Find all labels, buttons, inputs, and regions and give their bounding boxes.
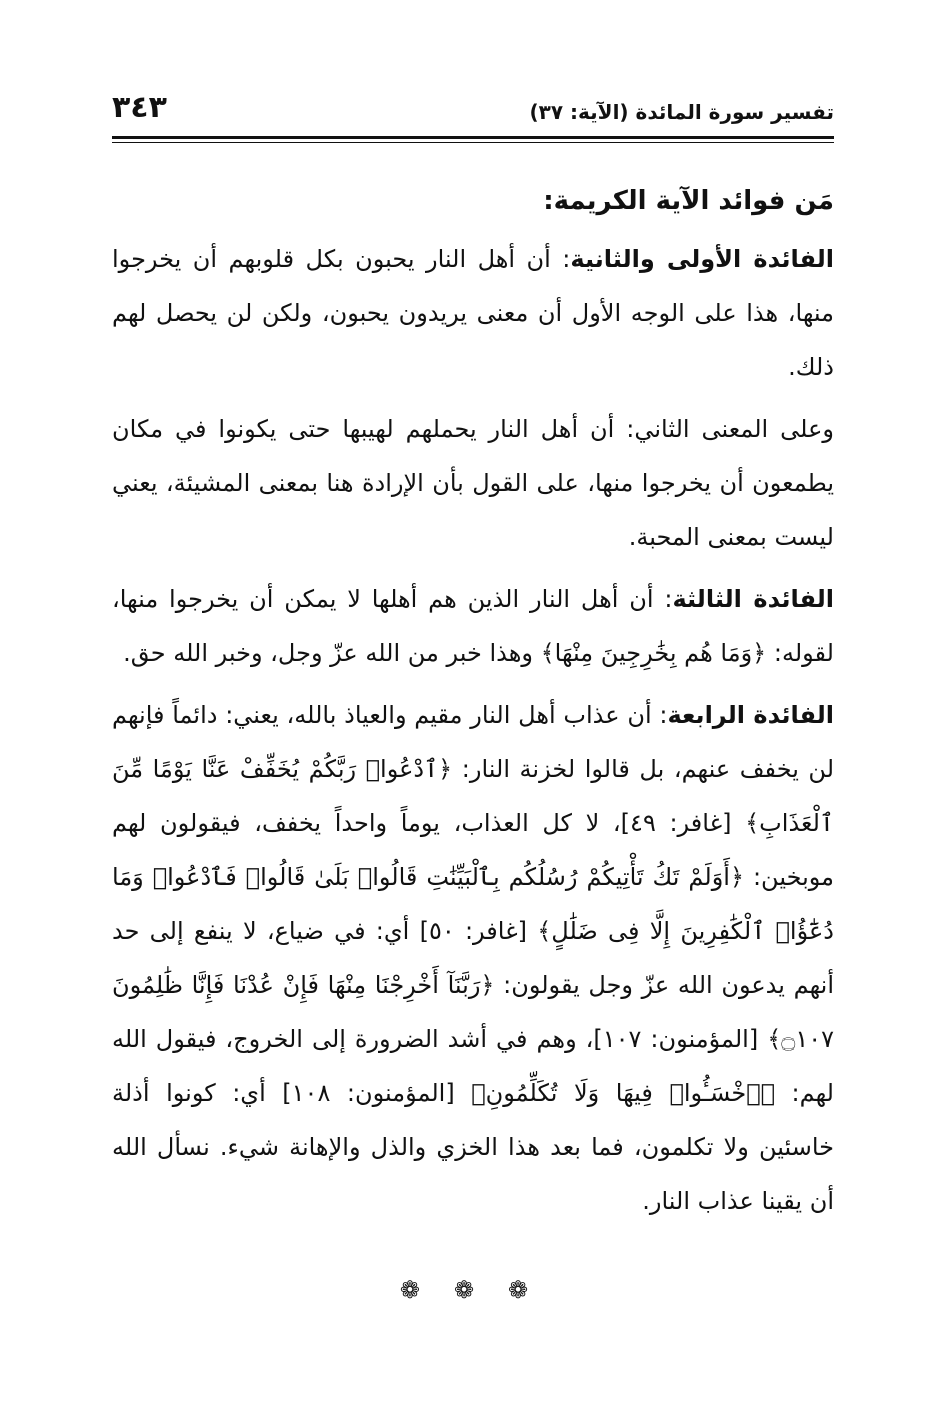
paragraph-benefit-4	[112, 688, 834, 1228]
flower-ornament-icon: ❁	[508, 1276, 543, 1304]
section-end-ornaments	[0, 1276, 942, 1304]
flower-ornament-icon: ❁	[399, 1276, 434, 1304]
paragraph-benefit-3	[112, 572, 834, 680]
page-number: ٣٤٣	[112, 90, 167, 125]
header-title: تفسير سورة المائدة (الآية: ٣٧)	[529, 100, 834, 124]
paragraph-label: الفائدة الأولى والثانية	[570, 245, 834, 273]
paragraph-text: : أن أهل النار يحبون بكل قلوبهم أن يخرجوا منها، هذا على الوجه الأول أن معنى يريدون يحبون، ولكن لن يحصل لهم ذلك.	[112, 245, 834, 381]
header-rule-thick	[112, 136, 834, 139]
paragraph-text: : أن عذاب أهل النار مقيم والعياذ بالله، يعني: دائماً فإنهم لن يخفف عنهم، بل قالوا لخزنة النار: ﴿ٱدْعُوا۟ رَبَّكُمْ يُخَفِّفْ عَنَّا يَوْمًا مِّنَ ٱلْعَذَابِ﴾ [غافر: ٤٩]، لا كل العذاب، يوماً واحداً يخفف، فيقولون لهم موبخين: ﴿أَوَلَمْ تَكُ تَأْتِيكُمْ رُسُلُكُم بِٱلْبَيِّنَٰتِ قَالُوا۟ بَلَىٰ قَالُوا۟ فَٱدْعُوا۟ وَمَا دُعَٰٓؤُا۟ ٱلْكَٰفِرِينَ إِلَّا فِى ضَلَٰلٍ﴾ [غافر: ٥٠] أي: في ضياع، لا ينفع إلى حد أنهم يدعون الله عزّ وجل يقولون: ﴿رَبَّنَآ أَخْرِجْنَا مِنْهَا فَإِنْ عُدْنَا فَإِنَّا ظَٰلِمُونَ ۝١٠٧﴾ [المؤمنون: ١٠٧]، وهم في أشد الضرورة إلى الخروج، فيقول الله لهم: ﴿ٱخْسَـُٔوا۟ فِيهَا وَلَا تُكَلِّمُونِ﴾ [المؤمنون: ١٠٨] أي: كونوا أذلة خاسئين ولا تكلمون، فما بعد هذا الخزي والذل والإهانة شيء. نسأل الله أن يقينا عذاب النار.	[112, 701, 834, 1215]
paragraph-text: وعلى المعنى الثاني: أن أهل النار يحملهم لهيبها حتى يكونوا في مكان يطمعون أن يخرجوا منها، على القول بأن الإرادة هنا بمعنى المشيئة، يعني ليست بمعنى المحبة.	[112, 415, 834, 551]
paragraph-label: الفائدة الرابعة	[667, 701, 835, 729]
flower-ornament-icon: ❁	[453, 1276, 489, 1304]
header-rule-thin	[112, 142, 834, 143]
paragraph-label: الفائدة الثالثة	[672, 585, 834, 613]
paragraph-benefit-1-2	[112, 232, 834, 394]
running-header	[112, 88, 834, 132]
page-body	[112, 176, 834, 1236]
section-title: مَن فوائد الآية الكريمة:	[543, 186, 834, 216]
paragraph-text: : أن أهل النار الذين هم أهلها لا يمكن أن يخرجوا منها، لقوله: ﴿وَمَا هُم بِخَٰرِجِينَ مِنْهَا﴾ وهذا خبر من الله عزّ وجل، وخبر الله حق.	[112, 585, 834, 667]
paragraph-second-meaning	[112, 402, 834, 564]
